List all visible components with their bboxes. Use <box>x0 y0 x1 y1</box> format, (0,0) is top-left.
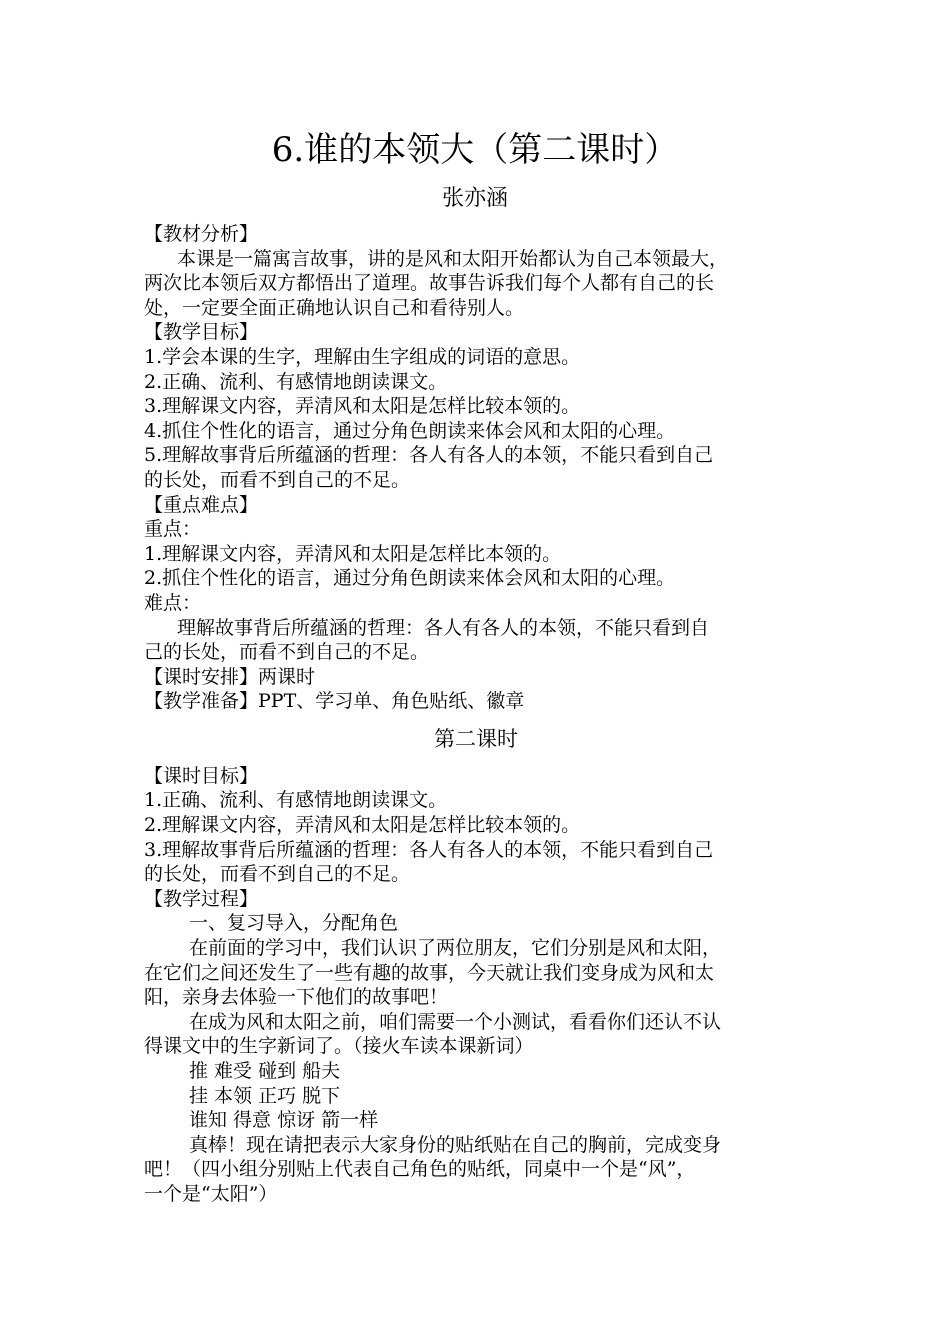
text-line: 3.理解课文内容，弄清风和太阳是怎样比较本领的。 <box>144 395 581 418</box>
text-line: 在前面的学习中，我们认识了两位朋友，它们分别是风和太阳， <box>189 937 722 960</box>
text-line: 1.理解课文内容，弄清风和太阳是怎样比本领的。 <box>144 542 562 565</box>
text-line: 本课是一篇寓言故事，讲的是风和太阳开始都认为自己本领最大， <box>177 247 729 270</box>
text-line: 2.正确、流利、有感情地朗读课文。 <box>144 370 448 393</box>
author-name: 张亦涵 <box>441 186 508 211</box>
text-line: 3.理解故事背后所蕴涵的哲理：各人有各人的本领，不能只看到自己 <box>144 838 714 861</box>
text-line: 理解故事背后所蕴涵的哲理：各人有各人的本领，不能只看到自 <box>177 616 710 639</box>
text-line: 在它们之间还发生了一些有趣的故事，今天就让我们变身成为风和太 <box>144 961 715 984</box>
document-title: 6.谁的本领大（第二课时） <box>271 130 679 170</box>
text-line: 两次比本领后双方都悟出了道理。故事告诉我们每个人都有自己的长 <box>144 272 715 295</box>
text-line: 真棒！现在请把表示大家身份的贴纸贴在自己的胸前，完成变身 <box>189 1133 722 1156</box>
text-line: 【课时安排】两课时 <box>144 665 316 688</box>
text-line: 一、复习导入，分配角色 <box>189 912 399 935</box>
text-line: 1.学会本课的生字，理解由生字组成的词语的意思。 <box>144 345 581 368</box>
text-line: 阳，亲身去体验一下他们的故事吧！ <box>144 986 449 1009</box>
section-heading: 第二课时 <box>434 726 518 751</box>
text-line: 重点： <box>144 518 202 541</box>
text-line: 的长处，而看不到自己的不足。 <box>144 468 411 491</box>
text-line: 难点： <box>144 591 202 614</box>
text-line: 得课文中的生字新词了。（接火车读本课新词） <box>144 1035 534 1058</box>
text-line: 【重点难点】 <box>144 493 259 516</box>
text-line: 【教学过程】 <box>144 887 259 910</box>
text-line: 【教学准备】PPT、学习单、角色贴纸、徽章 <box>144 690 525 713</box>
text-line: 一个是“太阳”） <box>144 1182 278 1205</box>
text-line: 4.抓住个性化的语言，通过分角色朗读来体会风和太阳的心理。 <box>144 419 676 442</box>
text-line: 谁知 得意 惊讶 箭一样 <box>189 1109 379 1132</box>
text-line: 5.理解故事背后所蕴涵的哲理：各人有各人的本领，不能只看到自己 <box>144 444 714 467</box>
text-line: 挂 本领 正巧 脱下 <box>189 1084 341 1107</box>
text-line: 【教材分析】 <box>144 223 259 245</box>
text-line: 处，一定要全面正确地认识自己和看待别人。 <box>144 296 525 319</box>
text-line: 1.正确、流利、有感情地朗读课文。 <box>144 789 448 812</box>
text-line: 己的长处，而看不到自己的不足。 <box>144 641 430 664</box>
text-line: 2.抓住个性化的语言，通过分角色朗读来体会风和太阳的心理。 <box>144 567 676 590</box>
text-line: 【教学目标】 <box>144 321 259 344</box>
text-line: 【课时目标】 <box>144 764 259 787</box>
document-body <box>144 222 808 1207</box>
text-line: 的长处，而看不到自己的不足。 <box>144 863 411 886</box>
text-line: 2.理解课文内容，弄清风和太阳是怎样比较本领的。 <box>144 814 581 837</box>
text-line: 在成为风和太阳之前，咱们需要一个小测试，看看你们还认不认 <box>189 1010 722 1033</box>
text-line: 吧！（四小组分别贴上代表自己角色的贴纸，同桌中一个是“风”， <box>144 1158 696 1181</box>
text-line: 推 难受 碰到 船夫 <box>189 1060 341 1082</box>
